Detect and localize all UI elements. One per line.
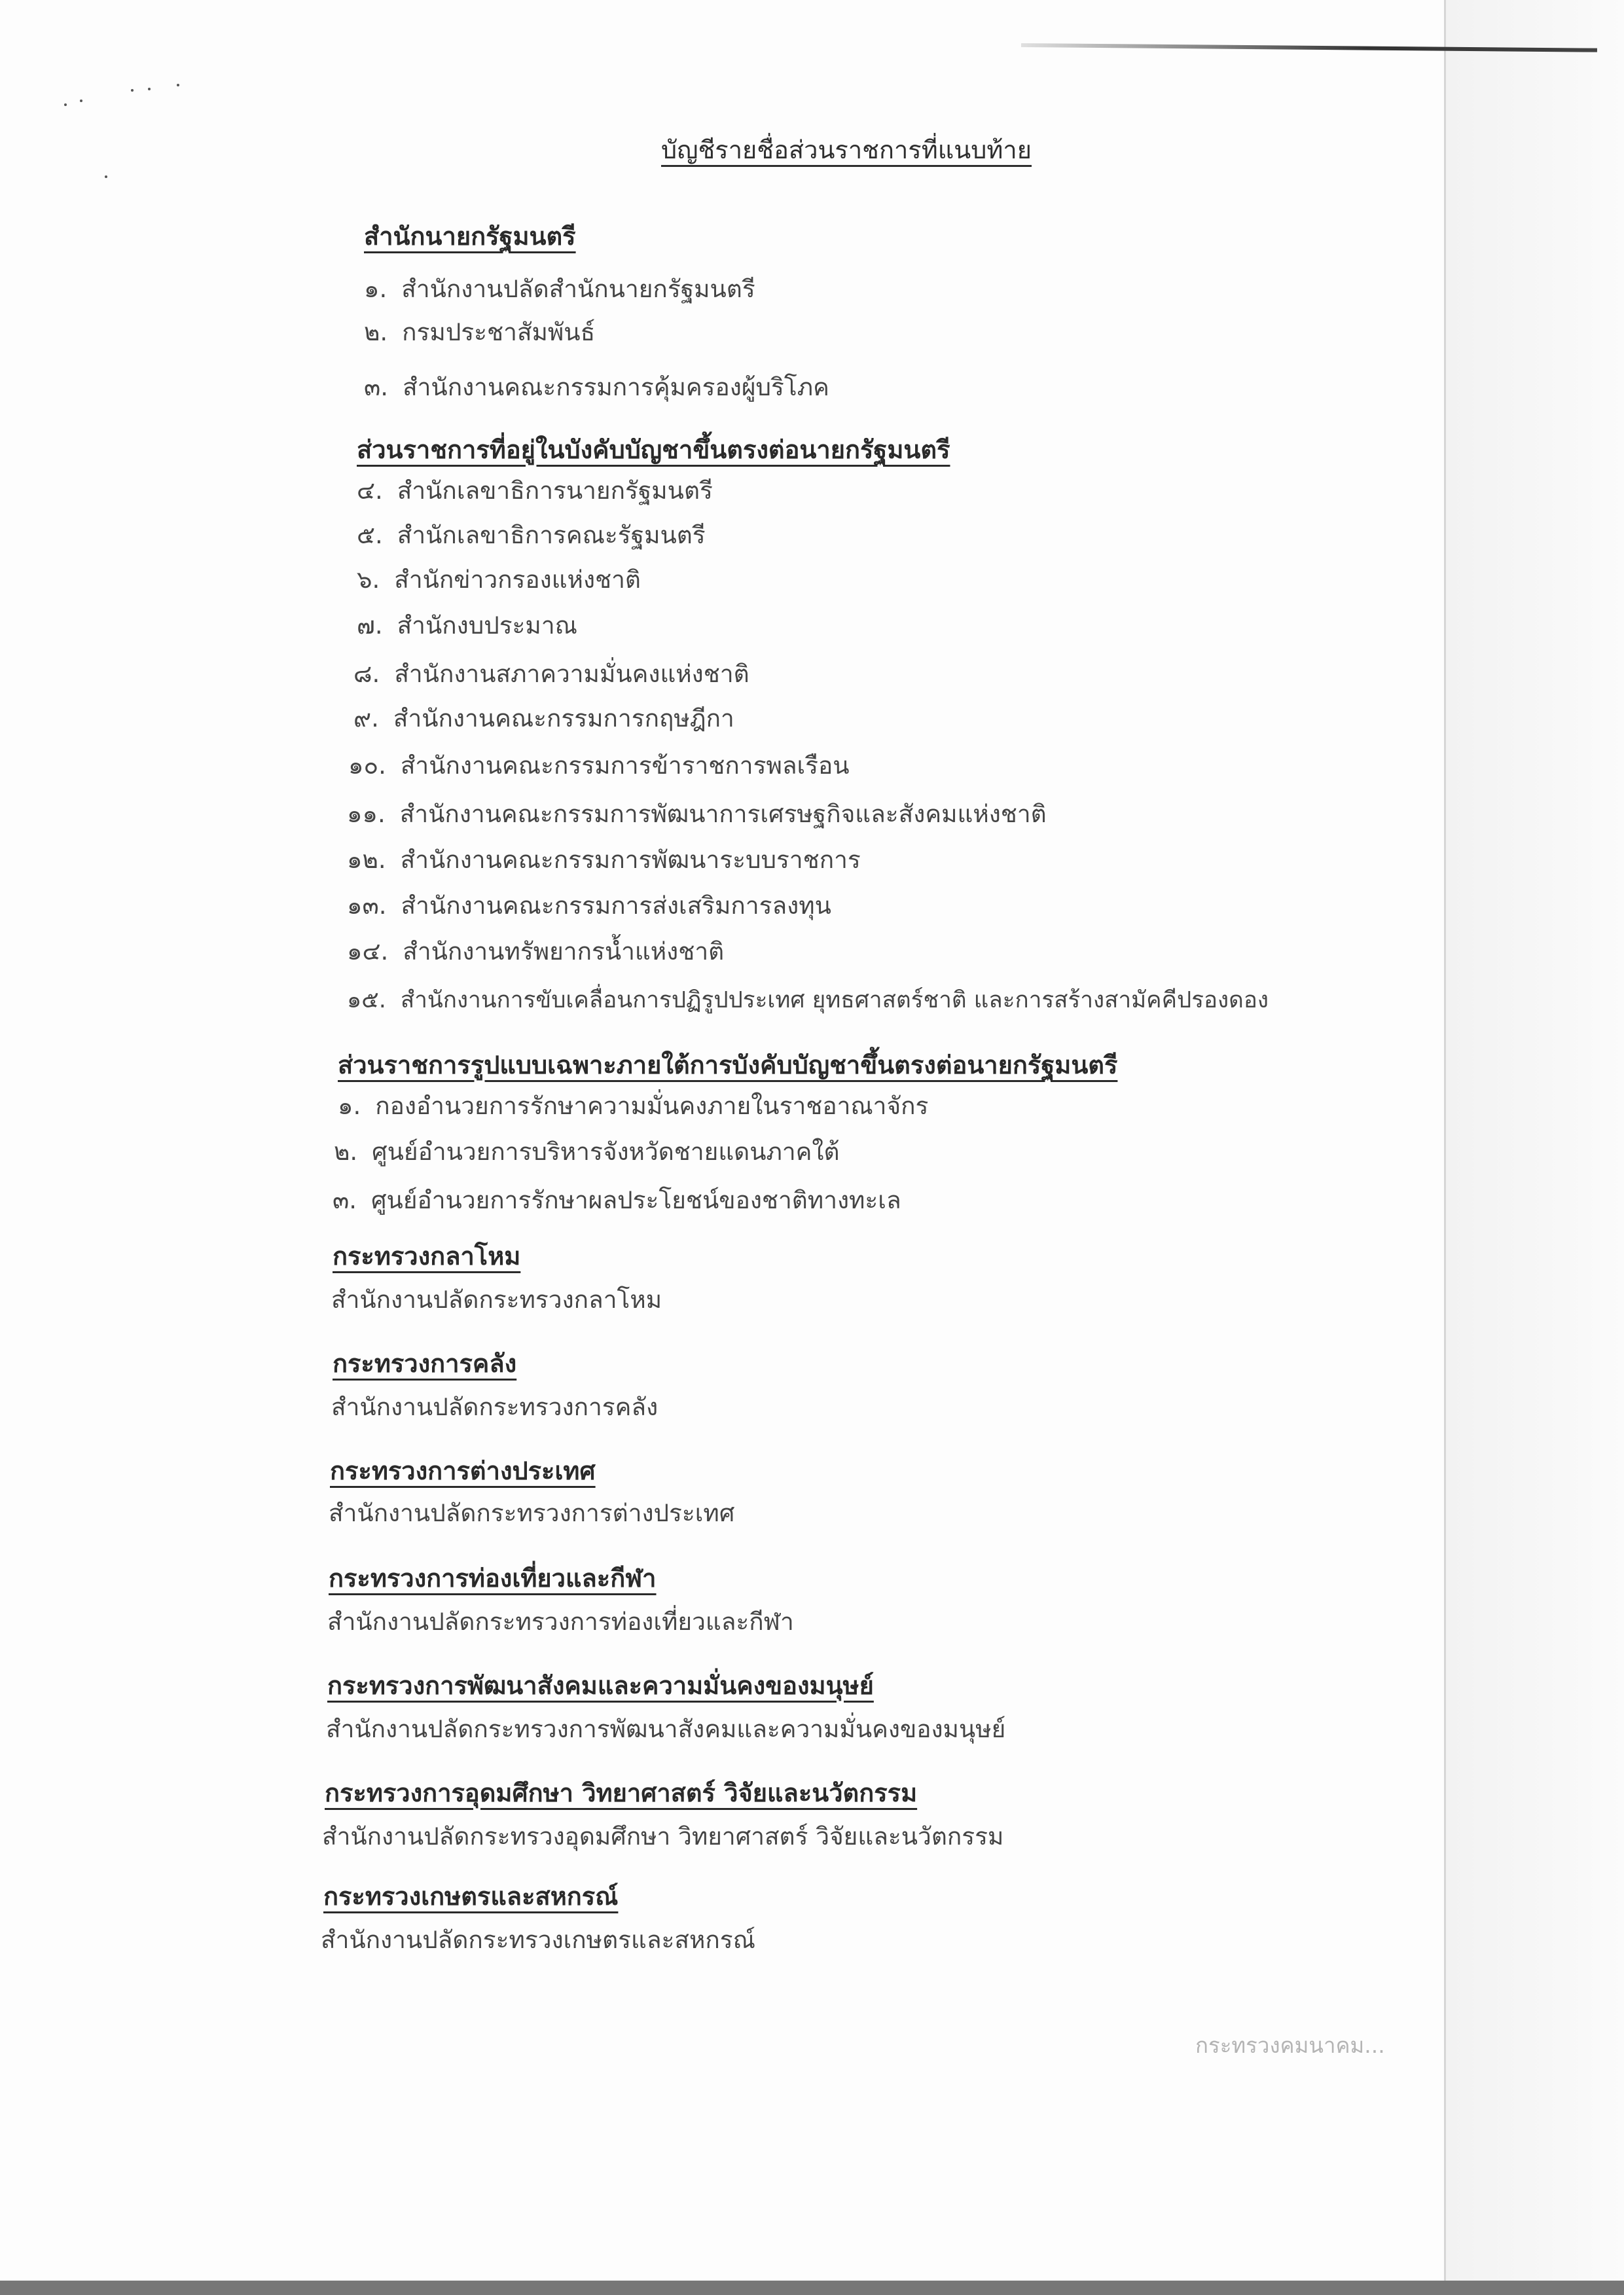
scan-speck — [80, 99, 82, 102]
document-title: บัญชีรายชื่อส่วนราชการที่แนบท้าย — [661, 136, 1032, 164]
list-item: ๑๐. สำนักงานคณะกรรมการข้าราชการพลเรือน — [348, 751, 850, 780]
list-item: ๑๔. สำนักงานทรัพยากรน้ำแห่งชาติ — [347, 937, 725, 966]
list-item: สำนักงานปลัดกระทรวงเกษตรและสหกรณ์ — [321, 1926, 755, 1954]
list-item: ๑๕. สำนักงานการขับเคลื่อนการปฏิรูปประเทศ ยุทธศาสตร์ชาติ และการสร้างสามัคคีปรองดอง — [347, 987, 1269, 1013]
scan-speck — [148, 88, 151, 90]
scan-speck — [177, 84, 179, 86]
section-heading: สำนักนายกรัฐมนตรี — [364, 222, 576, 251]
section-heading: กระทรวงกลาโหม — [333, 1242, 521, 1271]
list-item: ๑. สำนักงานปลัดสำนักนายกรัฐมนตรี — [364, 275, 755, 303]
list-item: ๕. สำนักเลขาธิการคณะรัฐมนตรี — [357, 521, 706, 549]
section-heading: กระทรวงการต่างประเทศ — [330, 1456, 596, 1485]
list-item: สำนักงานปลัดกระทรวงการต่างประเทศ — [329, 1499, 735, 1527]
list-item: ๒. ศูนย์อำนวยการบริหารจังหวัดชายแดนภาคใต้ — [334, 1138, 840, 1166]
list-item: ๙. สำนักงานคณะกรรมการกฤษฎีกา — [353, 704, 734, 732]
list-item: ๑๓. สำนักงานคณะกรรมการส่งเสริมการลงทุน — [347, 892, 831, 920]
list-item: สำนักงานปลัดกระทรวงการคลัง — [331, 1393, 659, 1421]
section-heading: ส่วนราชการรูปแบบเฉพาะภายใต้การบังคับบัญชาขึ้นตรงต่อนายกรัฐมนตรี — [338, 1051, 1118, 1079]
section-heading: กระทรวงเกษตรและสหกรณ์ — [323, 1882, 619, 1911]
scan-speck — [64, 103, 67, 106]
section-heading: ส่วนราชการที่อยู่ในบังคับบัญชาขึ้นตรงต่อนายกรัฐมนตรี — [357, 435, 950, 464]
list-item: ๓. ศูนย์อำนวยการรักษาผลประโยชน์ของชาติทางทะเล — [333, 1186, 901, 1214]
section-heading: กระทรวงการคลัง — [333, 1349, 517, 1378]
list-item: ๓. สำนักงานคณะกรรมการคุ้มครองผู้บริโภค — [364, 373, 829, 401]
scan-margin-shade — [1446, 0, 1624, 2295]
continuation-note: กระทรวงคมนาคม... — [1195, 2033, 1385, 2058]
scan-bottom-border — [0, 2281, 1624, 2295]
list-item: ๑. กองอำนวยการรักษาความมั่นคงภายในราชอาณาจักร — [338, 1092, 929, 1120]
scan-page-edge — [1444, 0, 1446, 2295]
scan-speck — [105, 175, 107, 178]
list-item: ๑๒. สำนักงานคณะกรรมการพัฒนาระบบราชการ — [347, 846, 861, 874]
list-item: สำนักงานปลัดกระทรวงการพัฒนาสังคมและความมั่นคงของมนุษย์ — [326, 1715, 1006, 1743]
section-heading: กระทรวงการอุดมศึกษา วิทยาศาสตร์ วิจัยและนวัตกรรม — [325, 1779, 918, 1807]
list-item: ๒. กรมประชาสัมพันธ์ — [364, 318, 596, 346]
list-item: ๔. สำนักเลขาธิการนายกรัฐมนตรี — [357, 477, 713, 505]
list-item: สำนักงานปลัดกระทรวงการท่องเที่ยวและกีฬา — [327, 1608, 794, 1636]
list-item: สำนักงานปลัดกระทรวงอุดมศึกษา วิทยาศาสตร์ วิจัยและนวัตกรรม — [322, 1822, 1004, 1851]
list-item: ๑๑. สำนักงานคณะกรรมการพัฒนาการเศรษฐกิจและสังคมแห่งชาติ — [347, 800, 1047, 828]
list-item: ๘. สำนักงานสภาความมั่นคงแห่งชาติ — [353, 660, 749, 688]
list-item: ๗. สำนักงบประมาณ — [357, 611, 577, 640]
section-heading: กระทรวงการพัฒนาสังคมและความมั่นคงของมนุษย์ — [327, 1671, 874, 1700]
list-item: ๖. สำนักข่าวกรองแห่งชาติ — [357, 566, 641, 594]
scan-speck — [131, 89, 134, 92]
section-heading: กระทรวงการท่องเที่ยวและกีฬา — [329, 1564, 657, 1593]
list-item: สำนักงานปลัดกระทรวงกลาโหม — [331, 1286, 662, 1314]
